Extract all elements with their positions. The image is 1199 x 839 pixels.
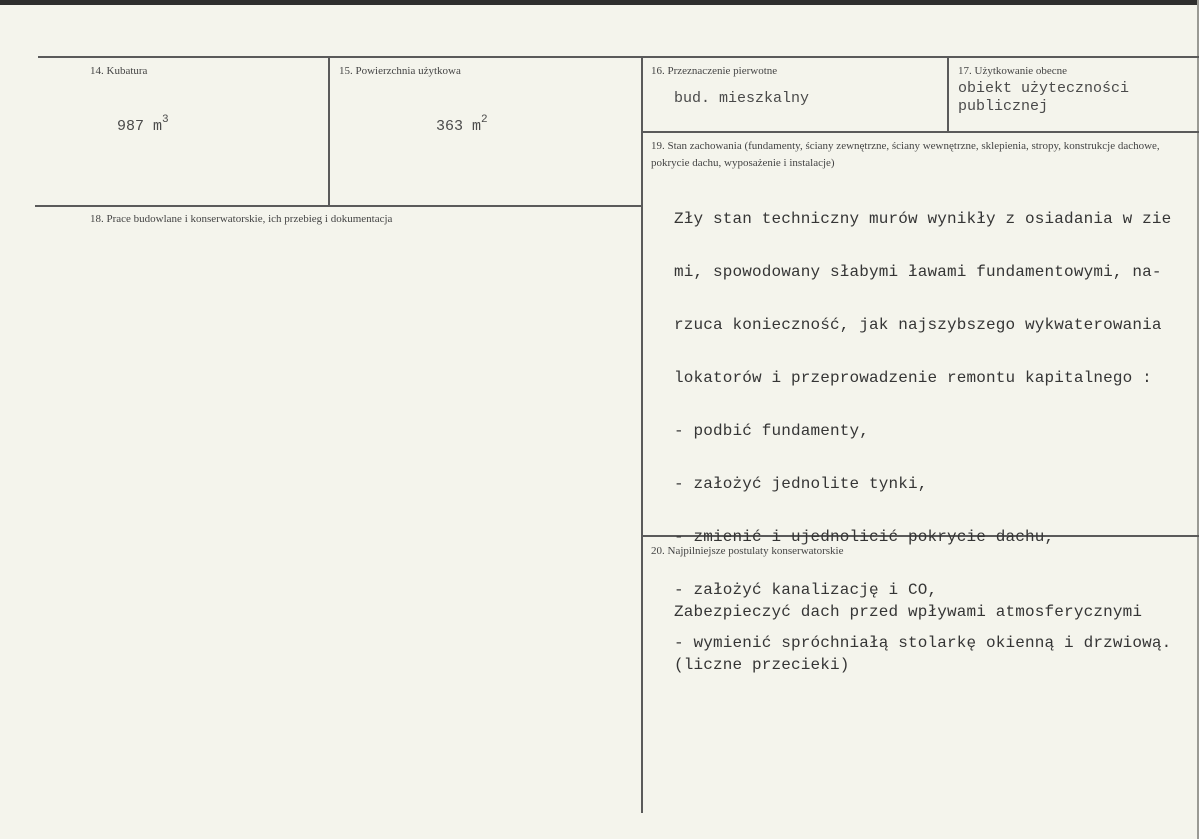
field-20-label: 20. Najpilniejsze postulaty konserwatorskie (651, 545, 844, 557)
field-20-text (674, 568, 1142, 692)
field-14-value (117, 116, 169, 135)
field-19-line: - założyć kanalizację i CO, (674, 581, 938, 599)
field-19-line: lokatorów i przeprowadzenie remontu kapitalnego : (674, 369, 1152, 387)
field-18-label: 18. Prace budowlane i konserwatorskie, ich przebieg i dokumentacja (90, 213, 393, 225)
field-14-exponent: 3 (162, 114, 169, 126)
field-19-line: - podbić fundamenty, (674, 422, 870, 440)
field-17-value-line-2: publicznej (958, 98, 1049, 115)
field-15-value-text: 363 m (436, 118, 482, 135)
field-19-line: Zły stan techniczny murów wynikły z osiadania w zie (674, 210, 1172, 228)
field-19-line: - zmienić i ujednolicić pokrycie dachu, (674, 528, 1055, 546)
field-15-label: 15. Powierzchnia użytkowa (339, 65, 461, 77)
field-19-line: - założyć jednolite tynki, (674, 475, 928, 493)
field-14-label: 14. Kubatura (90, 65, 148, 77)
field-20-line: (liczne przecieki) (674, 656, 850, 674)
divider-16-19 (641, 131, 1199, 133)
card-top-edge (0, 0, 1199, 5)
field-19-line: - wymienić spróchniałą stolarkę okienną i drzwiową. (674, 634, 1172, 652)
field-19-line: mi, spowodowany słabymi ławami fundamentowymi, na- (674, 263, 1162, 281)
divider-16-17 (947, 56, 949, 131)
divider-14-15-bottom (35, 205, 641, 207)
field-14-value-text: 987 m (117, 118, 163, 135)
divider-top (38, 56, 1199, 58)
field-17-label: 17. Użytkowanie obecne (958, 65, 1068, 77)
divider-14-15 (328, 56, 330, 205)
field-17-value-line-1: obiekt użyteczności (958, 80, 1130, 97)
field-19-line: rzuca konieczność, jak najszybszego wykwaterowania (674, 316, 1162, 334)
field-16-label: 16. Przeznaczenie pierwotne (651, 65, 778, 77)
field-19-label: 19. Stan zachowania (fundamenty, ściany zewnętrzne, ściany wewnętrzne, sklepienia, stropy, konstrukcje dachowe, pokrycie dachu, wyposażenie i instalacje) (651, 140, 1160, 169)
divider-main-vertical (641, 56, 643, 813)
field-15-value (436, 116, 488, 135)
field-16-value: bud. mieszkalny (674, 90, 810, 107)
field-15-exponent: 2 (481, 114, 488, 126)
field-20-line: Zabezpieczyć dach przed wpływami atmosferycznymi (674, 603, 1143, 621)
